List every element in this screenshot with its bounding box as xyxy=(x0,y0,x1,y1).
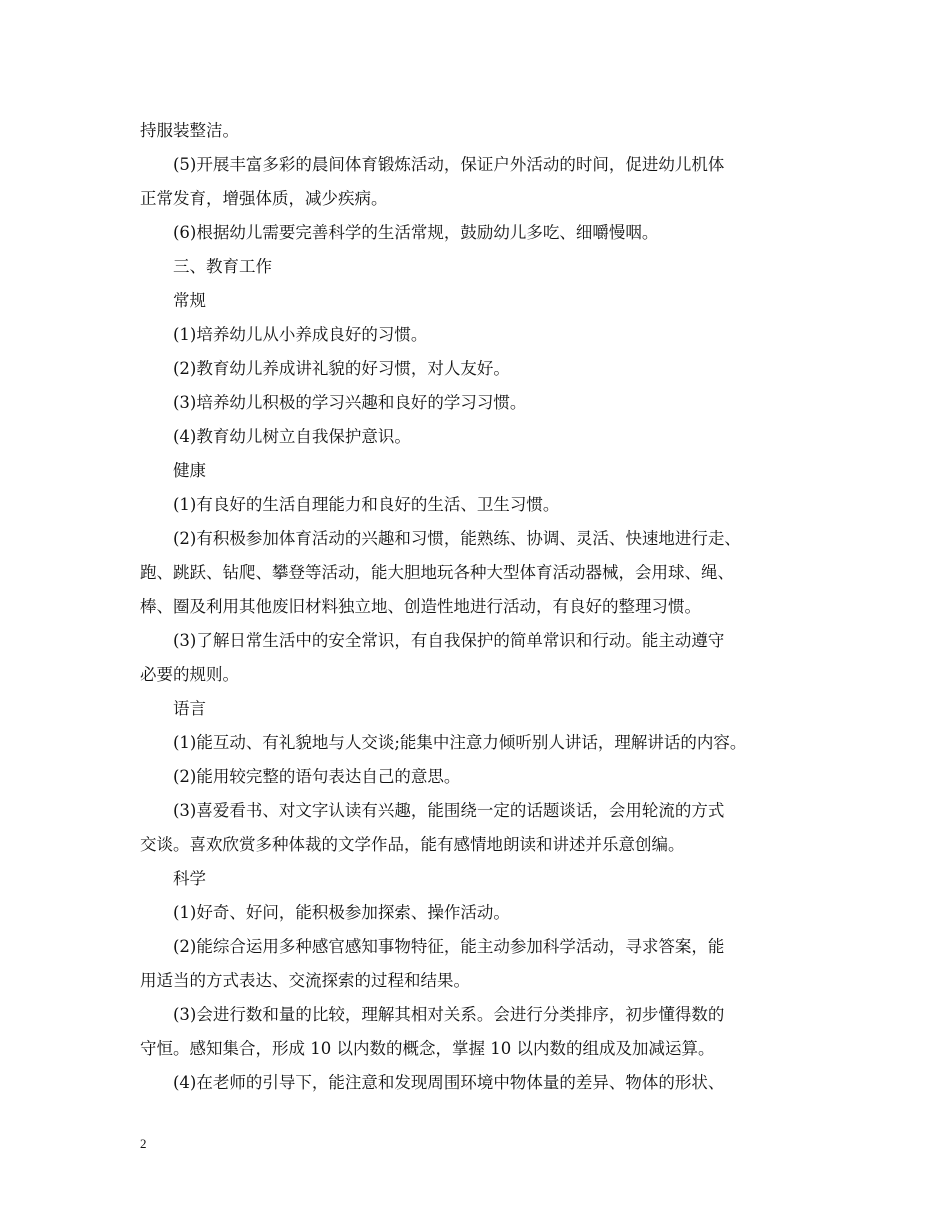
text-line: (2)能用较完整的语句表达自己的意思。 xyxy=(173,767,461,786)
page-number: 2 xyxy=(140,1136,147,1151)
text-line: 语言 xyxy=(173,699,206,718)
text-line: (1)好奇、好问，能积极参加探索、操作活动。 xyxy=(173,903,510,922)
text-line: (4)教育幼儿树立自我保护意识。 xyxy=(173,427,411,446)
text-line: 常规 xyxy=(173,291,206,310)
text-line: (3)培养幼儿积极的学习兴趣和良好的学习习惯。 xyxy=(173,393,527,412)
text-line: 用适当的方式表达、交流探索的过程和结果。 xyxy=(140,971,470,990)
text-line: 交谈。喜欢欣赏多种体裁的文学作品，能有感情地朗读和讲述并乐意创编。 xyxy=(140,835,685,854)
text-line: 必要的规则。 xyxy=(140,665,239,684)
text-line: 持服装整洁。 xyxy=(140,121,239,140)
text-line: (4)在老师的引导下，能注意和发现周围环境中物体量的差异、物体的形状、 xyxy=(173,1073,725,1092)
text-line: 棒、圈及利用其他废旧材料独立地、创造性地进行活动，有良好的整理习惯。 xyxy=(140,597,701,616)
text-line: (1)能互动、有礼貌地与人交谈;能集中注意力倾听别人讲话，理解讲话的内容。 xyxy=(173,733,747,752)
text-line: 正常发育，增强体质，减少疾病。 xyxy=(140,189,388,208)
text-line: (3)喜爱看书、对文字认读有兴趣，能围绕一定的话题谈话，会用轮流的方式 xyxy=(173,801,725,820)
text-line: (2)能综合运用多种感官感知事物特征，能主动参加科学活动，寻求答案，能 xyxy=(173,937,725,956)
text-line: 守恒。感知集合，形成 10 以内数的概念，掌握 10 以内数的组成及加减运算。 xyxy=(140,1039,715,1058)
document-body xyxy=(140,114,830,1100)
text-line: (5)开展丰富多彩的晨间体育锻炼活动，保证户外活动的时间，促进幼儿机体 xyxy=(173,155,725,174)
text-line: (3)会进行数和量的比较，理解其相对关系。会进行分类排序，初步懂得数的 xyxy=(173,1005,725,1024)
text-line: (6)根据幼儿需要完善科学的生活常规，鼓励幼儿多吃、细嚼慢咽。 xyxy=(173,223,659,242)
text-line: (1)有良好的生活自理能力和良好的生活、卫生习惯。 xyxy=(173,495,560,514)
text-line: (2)教育幼儿养成讲礼貌的好习惯，对人友好。 xyxy=(173,359,510,378)
text-line: (3)了解日常生活中的安全常识，有自我保护的简单常识和行动。能主动遵守 xyxy=(173,631,725,650)
text-line: 健康 xyxy=(173,461,206,480)
text-line: 跑、跳跃、钻爬、攀登等活动，能大胆地玩各种大型体育活动器械，会用球、绳、 xyxy=(140,563,734,582)
text-line: (1)培养幼儿从小养成良好的习惯。 xyxy=(173,325,428,344)
text-line: (2)有积极参加体育活动的兴趣和习惯，能熟练、协调、灵活、快速地进行走、 xyxy=(173,529,741,548)
text-line: 三、教育工作 xyxy=(173,257,272,276)
text-line: 科学 xyxy=(173,869,206,888)
